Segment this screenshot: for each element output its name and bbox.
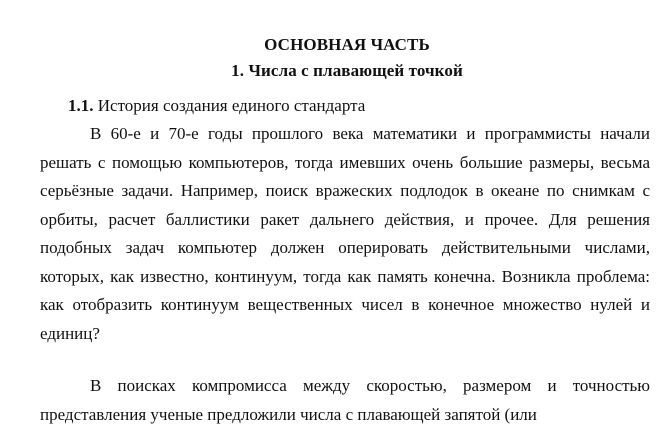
main-heading: ОСНОВНАЯ ЧАСТЬ: [264, 35, 430, 54]
section-heading: 1. Числа с плавающей точкой: [231, 61, 463, 80]
subsection-heading: [68, 96, 365, 116]
paragraph-1: В 60-е и 70-е годы прошлого века математики и программисты начали решать с помощью компьютеров, тогда имевших очень большие размеры, весьма серьёзные задачи. Например, поиск вражеских подлодок в океане по снимкам с орбиты, расчет баллистики ракет дальнего действия, и прочее. Для решения подобных задач компьютер должен оперировать действительными числами, которых, как известно, континуум, тогда как память конечна. Возникла проблема: как отобразить континуум вещественных чисел в конечное множество нулей и единиц?: [40, 124, 650, 343]
subsection-number: 1.1.: [68, 96, 94, 115]
subsection-title: История создания единого стандарта: [97, 96, 366, 115]
paragraph-2: В поисках компромисса между скоростью, размером и точностью представления ученые предложили числа с плавающей запятой (или: [40, 376, 650, 424]
